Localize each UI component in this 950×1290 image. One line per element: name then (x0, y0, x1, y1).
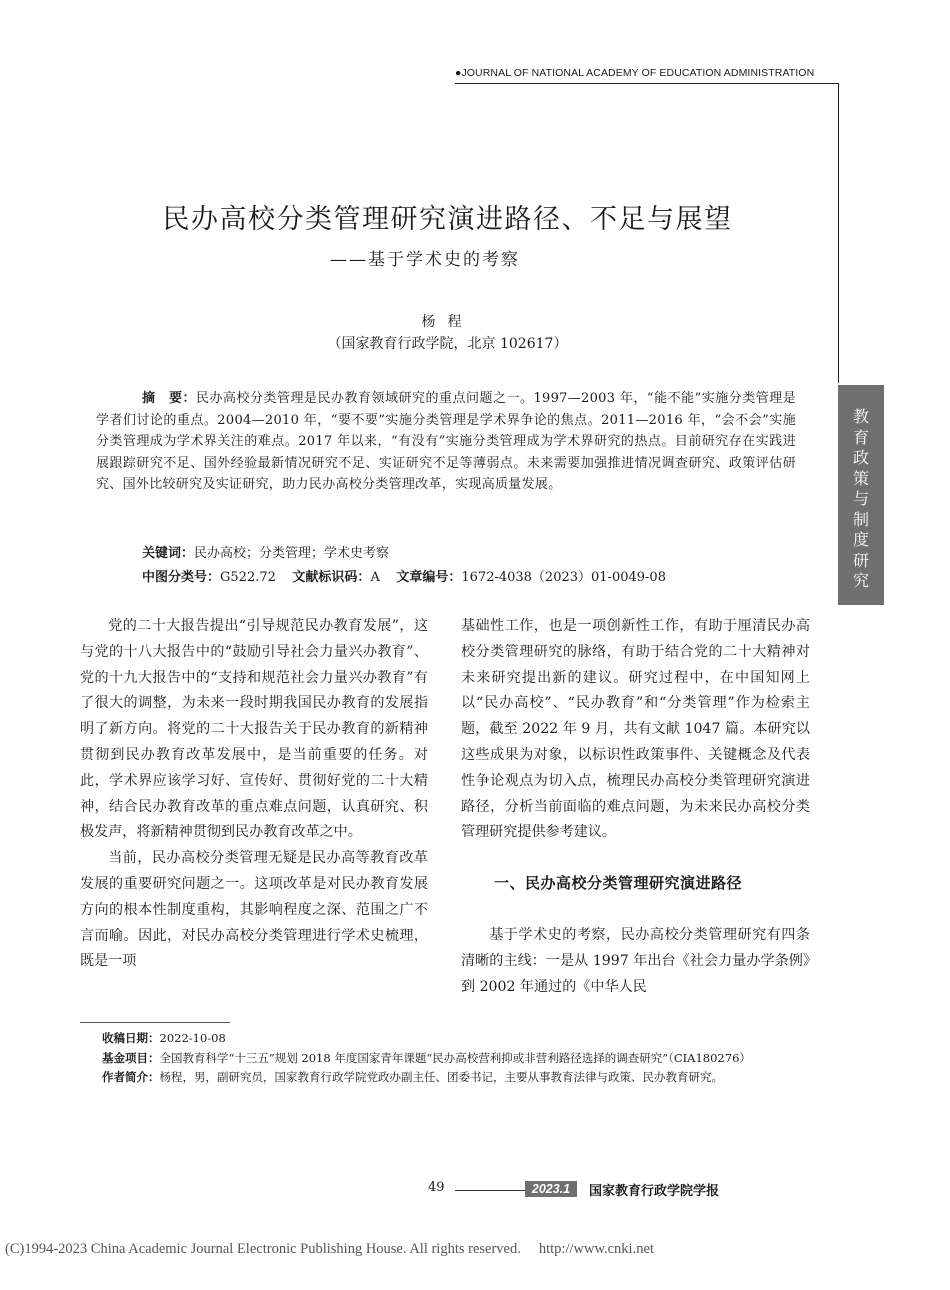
journal-header-en: ●JOURNAL OF NATIONAL ACADEMY OF EDUCATION ADMINISTRATION (455, 67, 815, 79)
class-value: G522.72 (220, 570, 276, 585)
footnotes (102, 1029, 812, 1088)
body-right-column (461, 614, 810, 1000)
article-subtitle: ——基于学术史的考察 (330, 250, 520, 270)
footnote-received (102, 1029, 812, 1049)
article-no-value: 1672-4038（2023）01-0049-08 (461, 570, 666, 585)
doc-code-value: A (370, 570, 380, 585)
keywords-label: 关键词： (142, 546, 195, 561)
footnote-fund (102, 1049, 812, 1069)
fund-value: 全国教育科学“十三五”规划 2018 年度国家青年课题“民办高校营利抑或非营利路径选择的调查研究”（CIA180276） (159, 1050, 751, 1065)
body-left-column (80, 614, 428, 975)
side-tab-char: 策 (852, 468, 869, 488)
footnote-rule (80, 1022, 230, 1023)
author-affiliation: （国家教育行政学院，北京 102617） (327, 336, 568, 352)
body-paragraph: 党的二十大报告提出“引导规范民办教育发展”，这与党的十八大报告中的“鼓励引导社会力量兴办教育”、党的十九大报告中的“支持和规范社会力量兴办教育”有了很大的调整，为未来一段时期我国民办教育的发展指明了新方向。将党的二十大报告关于民办教育的新精神贯彻到民办教育改革发展中，是当前重要的任务。对此，学术界应该学习好、宣传好、贯彻好党的二十大精神，结合民办教育改革的重点难点问题，认真研究、积极发声，将新精神贯彻到民办教育改革之中。 (80, 618, 428, 841)
body-paragraph: 当前，民办高校分类管理无疑是民办高等教育改革发展的重要研究问题之一。这项改革是对民办教育发展方向的根本性制度重构，其影响程度之深、范围之广不言而喻。因此，对民办高校分类管理进行学术史梳理，既是一项 (80, 850, 428, 970)
section-heading: 一、民办高校分类管理研究演进路径 (494, 874, 743, 893)
page-number: 49 (428, 1180, 445, 1195)
keywords-text: 民办高校；分类管理；学术史考察 (194, 546, 390, 561)
keywords (142, 542, 389, 561)
side-tab-char: 政 (852, 448, 869, 467)
doc-code-label: 文献标识码： (292, 570, 371, 585)
author-name: 杨程 (421, 314, 474, 330)
received-value: 2022-10-08 (159, 1031, 226, 1045)
received-label: 收稿日期： (102, 1031, 160, 1045)
section-side-tab (838, 385, 884, 605)
side-tab-char: 度 (852, 530, 869, 549)
issue-badge: 2023.1 (525, 1181, 577, 1197)
article-no-label: 文章编号： (396, 570, 462, 585)
journal-name-cn: 国家教育行政学院学报 (589, 1184, 720, 1199)
side-tab-char: 教 (852, 407, 869, 426)
header-rule (455, 83, 838, 84)
side-tab-char: 究 (852, 571, 869, 590)
body-paragraph: 基于学术史的考察，民办高校分类管理研究有四条清晰的主线：一是从 1997 年出台《社会力量办学条例》到 2002 年通过的《中华人民 (461, 926, 810, 995)
abstract-text: 民办高校分类管理是民办教育领域研究的重点问题之一。1997—2003 年，“能不能”实施分类管理是学者们讨论的重点。2004—2010 年，“要不要”实施分类管理是学术界争论的焦点。2011—2016 年，“会不会”实施分类管理成为学术界关注的难点。2017 年以来，“有没有”实施分类管理成为学术界研究的热点。目前研究存在实践进展跟踪研究不足、国外经验最新情况研究不足、实证研究不足等薄弱点。未来需要加强推进情况调查研究、政策评估研究、国外比较研究及实证研究，助力民办高校分类管理改革，实现高质量发展。 (96, 391, 797, 493)
side-tab-char: 与 (852, 489, 869, 508)
footnote-author (102, 1068, 812, 1088)
footer-rule (455, 1190, 525, 1191)
cnki-url[interactable]: http://www.cnki.net (538, 1241, 654, 1257)
side-tab-char: 制 (852, 509, 869, 529)
class-label: 中图分类号： (142, 570, 221, 585)
copyright-line (5, 1241, 654, 1258)
author-bio-label: 作者简介： (102, 1070, 160, 1084)
author-bio-value: 杨程，男，副研究员，国家教育行政学院党政办副主任、团委书记，主要从事教育法律与政策、民办教育研究。 (159, 1070, 723, 1084)
classification-line (142, 566, 666, 585)
body-paragraph-continued: 基础性工作，也是一项创新性工作，有助于厘清民办高校分类管理研究的脉络，有助于结合党的二十大精神对未来研究提出新的建议。研究过程中，在中国知网上以“民办高校”、“民办教育”和“分类管理”作为检索主题，截至 2022 年 9 月，共有文献 1047 篇。本研究以这些成果为对象，以标识性政策事件、关键概念及代表性争论观点为切入点，梳理民办高校分类管理研究演进路径，分析当前面临的难点问题，为未来民办高校分类管理研究提供参考建议。 (461, 618, 810, 841)
copyright-text: (C)1994-2023 China Academic Journal Electronic Publishing House. All rights reserved. (5, 1241, 521, 1257)
side-tab-char: 研 (852, 550, 869, 570)
abstract (96, 388, 796, 496)
side-tab-char: 育 (852, 427, 869, 447)
fund-label: 基金项目： (102, 1050, 160, 1065)
article-title: 民办高校分类管理研究演进路径、不足与展望 (162, 204, 733, 235)
abstract-label: 摘 要： (142, 391, 196, 406)
